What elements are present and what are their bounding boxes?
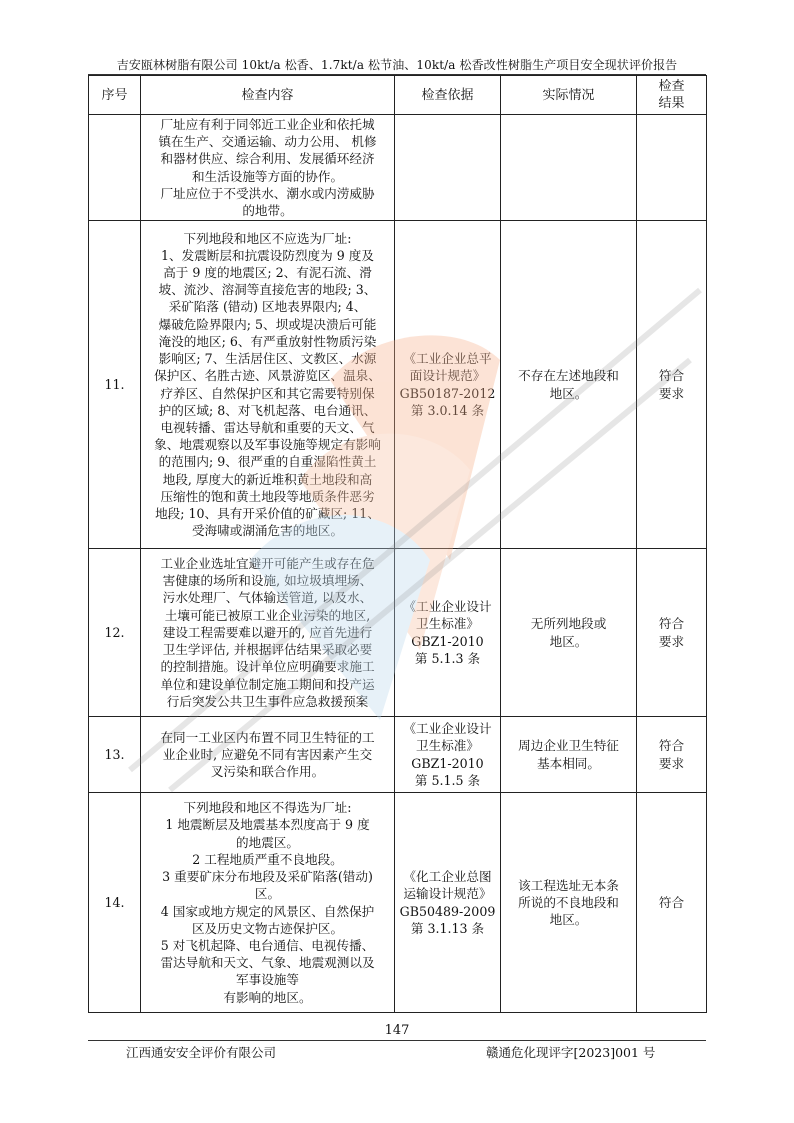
cell-actual-line: 无所列地段或 <box>530 616 607 632</box>
cell-basis-line: 卫生标准》 <box>416 616 479 632</box>
cell-content-line: 淹没的地区; 6、有严重放射性物质污染 <box>158 333 377 349</box>
cell-basis-line: GB50489-2009 <box>399 903 496 919</box>
cell-content-line: 叉污染和联合作用。 <box>210 764 325 780</box>
column-header-number: 序号 <box>89 76 141 115</box>
cell-basis <box>395 221 501 549</box>
cell-content-line: 业企业时, 应避免不同有害因素产生交 <box>162 746 373 762</box>
cell-basis-line: 第 3.1.13 条 <box>410 920 485 936</box>
cell-content-line: 土壤可能已被原工业企业污染的地区, <box>164 607 371 623</box>
cell-basis-line: GBZ1-2010 <box>411 633 484 649</box>
column-header-actual: 实际情况 <box>501 76 637 115</box>
cell-basis-line: 《化工企业总图 <box>403 869 492 885</box>
cell-result <box>637 221 707 549</box>
cell-number <box>89 115 141 221</box>
cell-actual-line: 所说的不良地段和 <box>518 894 619 910</box>
cell-actual-line: 不存在左述地段和 <box>518 368 619 384</box>
cell-basis-line: 运输设计规范》 <box>403 886 492 902</box>
cell-basis-line: 第 5.1.5 条 <box>414 772 481 788</box>
cell-content-line: 雷达导航和天文、气象、地震观测以及 <box>160 955 375 971</box>
cell-number: 14. <box>89 793 141 1013</box>
cell-content-line: 保护区、名胜古迹、风景游览区、温泉、 <box>154 368 381 384</box>
cell-actual <box>501 717 637 793</box>
cell-content-line: 1、发震断层和抗震设防烈度为 9 度及 <box>161 247 374 263</box>
cell-content-line: 工业企业选址宜避开可能产生或存在危 <box>160 556 375 572</box>
cell-number: 11. <box>89 221 141 549</box>
cell-basis <box>395 793 501 1013</box>
column-header-result-line: 结果 <box>658 96 685 111</box>
cell-content-line: 害健康的场所和设施, 如垃圾填埋场、 <box>162 573 373 589</box>
cell-content-line: 建设工程需要难以避开的, 应首先进行 <box>162 624 373 640</box>
cell-content <box>141 549 395 717</box>
cell-actual <box>501 115 637 221</box>
cell-content <box>141 717 395 793</box>
table-row <box>89 717 707 793</box>
cell-content-line: 4 国家或地方规定的风景区、自然保护 <box>160 903 375 919</box>
cell-actual-line: 该工程选址无本条 <box>518 877 619 893</box>
column-header-content: 检查内容 <box>141 76 395 115</box>
cell-content-line: 压缩性的饱和黄土地段等地质条件恶劣 <box>160 488 375 504</box>
cell-content-line: 疗养区、自然保护区和其它需要特别保 <box>160 385 375 401</box>
cell-content-line: 行后突发公共卫生事件应急救援预案 <box>166 693 369 709</box>
column-header-basis: 检查依据 <box>395 76 501 115</box>
cell-result-line: 要求 <box>658 633 685 649</box>
cell-result <box>637 549 707 717</box>
cell-basis-line: 第 5.1.3 条 <box>414 650 481 666</box>
cell-content-line: 地段; 10、具有开采价值的矿藏区; 11、 <box>155 505 380 521</box>
cell-actual-line: 基本相同。 <box>537 755 600 771</box>
cell-content-line: 3 重要矿床分布地段及采矿陷落(错动) <box>162 869 373 885</box>
cell-content-line: 和生活设施等方面的协作。 <box>191 168 344 184</box>
cell-basis <box>395 717 501 793</box>
footer-company-name: 江西通安安全评价有限公司 <box>126 1045 277 1060</box>
cell-basis-line: 卫生标准》 <box>416 738 479 754</box>
cell-content-line: 坡、流沙、溶洞等直接危害的地段; 3、 <box>158 282 377 298</box>
cell-content-line: 和器材供应、综合利用、发展循环经济 <box>160 151 375 167</box>
cell-content-line: 象、地震观察以及军事设施等规定有影响 <box>154 437 381 453</box>
cell-result-line: 符合 <box>658 616 685 632</box>
cell-content-line: 电视转播、雷达导航和重要的天文、气 <box>160 419 375 435</box>
column-header-result-line: 检查 <box>658 79 685 94</box>
cell-content-line: 单位和建设单位制定施工期间和投产运 <box>160 676 375 692</box>
cell-content-line: 在同一工业区内布置不同卫生特征的工 <box>160 729 375 745</box>
cell-content-line: 的地带。 <box>242 202 293 218</box>
cell-content-line: 下列地段和地区不应选为厂址: <box>183 230 352 246</box>
cell-actual-line: 地区。 <box>549 912 588 928</box>
cell-content-line: 采矿陷落 (错动) 区地表界限内; 4、 <box>168 299 367 315</box>
table-row <box>89 221 707 549</box>
footer-report-number: 赣通危化现评字[2023]001 号 <box>486 1045 656 1060</box>
cell-result <box>637 717 707 793</box>
cell-content-line: 区及历史文物古迹保护区。 <box>191 920 344 936</box>
cell-actual <box>501 221 637 549</box>
cell-result <box>637 793 707 1013</box>
report-header-title: 吉安瓯林树脂有限公司 10kt/a 松香、1.7kt/a 松节油、10kt/a 松香改性树脂生产项目安全现状评价报告 <box>116 58 678 72</box>
cell-content-line: 的地震区。 <box>236 834 299 850</box>
cell-basis-line: GB50187-2012 <box>399 385 496 401</box>
cell-content <box>141 115 395 221</box>
cell-content <box>141 793 395 1013</box>
cell-content-line: 镇在生产、交通运输、动力公用、 机修 <box>158 134 377 150</box>
cell-result-line: 要求 <box>658 755 685 771</box>
cell-basis-line: 第 3.0.14 条 <box>410 402 485 418</box>
column-header-result-label <box>640 78 703 112</box>
cell-content-line: 有影响的地区。 <box>223 989 312 1005</box>
table-row <box>89 549 707 717</box>
inspection-table <box>88 75 707 1013</box>
cell-actual-line: 地区。 <box>549 633 588 649</box>
column-header-result <box>637 76 707 115</box>
cell-content-line: 2 工程地质严重不良地段。 <box>192 851 343 867</box>
cell-content-line: 厂址应有利于同邻近工业企业和依托城 <box>160 116 375 132</box>
table-header-row <box>89 76 707 115</box>
table-row <box>89 793 707 1013</box>
cell-result <box>637 115 707 221</box>
cell-basis-line: 《工业企业设计 <box>403 599 492 615</box>
cell-content-line: 的控制措施。设计单位应明确要求施工 <box>160 659 375 675</box>
page-number: 147 <box>384 1023 410 1038</box>
cell-basis <box>395 115 501 221</box>
cell-result-line: 符合 <box>658 894 685 910</box>
cell-content-line: 护的区域; 8、对飞机起落、电台通讯、 <box>158 402 377 418</box>
cell-result-line: 符合 <box>658 738 685 754</box>
cell-basis-line: 《工业企业总平 <box>403 351 492 367</box>
table-row <box>89 115 707 221</box>
cell-content-line: 高于 9 度的地震区; 2、有泥石流、滑 <box>163 265 372 281</box>
cell-content-line: 受海啸或湖涌危害的地区。 <box>191 523 344 539</box>
cell-basis <box>395 549 501 717</box>
cell-number: 12. <box>89 549 141 717</box>
cell-content-line: 污水处理厂、气体输送管道, 以及水、 <box>162 590 373 606</box>
cell-result-line: 要求 <box>658 385 685 401</box>
footer-rule <box>88 1040 706 1041</box>
cell-basis-line: 《工业企业设计 <box>403 721 492 737</box>
cell-number: 13. <box>89 717 141 793</box>
cell-content-line: 下列地段和地区不得选为厂址: <box>183 800 352 816</box>
cell-content-line: 5 对飞机起降、电台通信、电视传播、 <box>160 937 375 953</box>
cell-content <box>141 221 395 549</box>
cell-content-line: 地段, 厚度大的新近堆积黄土地段和高 <box>162 471 373 487</box>
cell-content-line: 影响区; 7、生活居住区、文教区、水源 <box>158 351 377 367</box>
cell-actual-line: 地区。 <box>549 385 588 401</box>
cell-content-line: 军事设施等 <box>236 972 299 988</box>
cell-actual <box>501 793 637 1013</box>
cell-content-line: 的范围内; 9、很严重的自重湿陷性黄土 <box>158 454 377 470</box>
cell-content-line: 爆破危险界限内; 5、坝或堤决溃后可能 <box>158 316 377 332</box>
cell-actual-line: 周边企业卫生特征 <box>518 738 619 754</box>
cell-basis-line: GBZ1-2010 <box>411 755 484 771</box>
cell-actual <box>501 549 637 717</box>
cell-result-line: 符合 <box>658 368 685 384</box>
cell-content-line: 区。 <box>254 886 281 902</box>
cell-content-line: 厂址应位于不受洪水、潮水或内涝威胁 <box>160 185 375 201</box>
cell-basis-line: 面设计规范》 <box>409 368 486 384</box>
cell-content-line: 卫生学评估, 并根据评估结果采取必要 <box>162 642 373 658</box>
cell-content-line: 1 地震断层及地震基本烈度高于 9 度 <box>165 817 370 833</box>
